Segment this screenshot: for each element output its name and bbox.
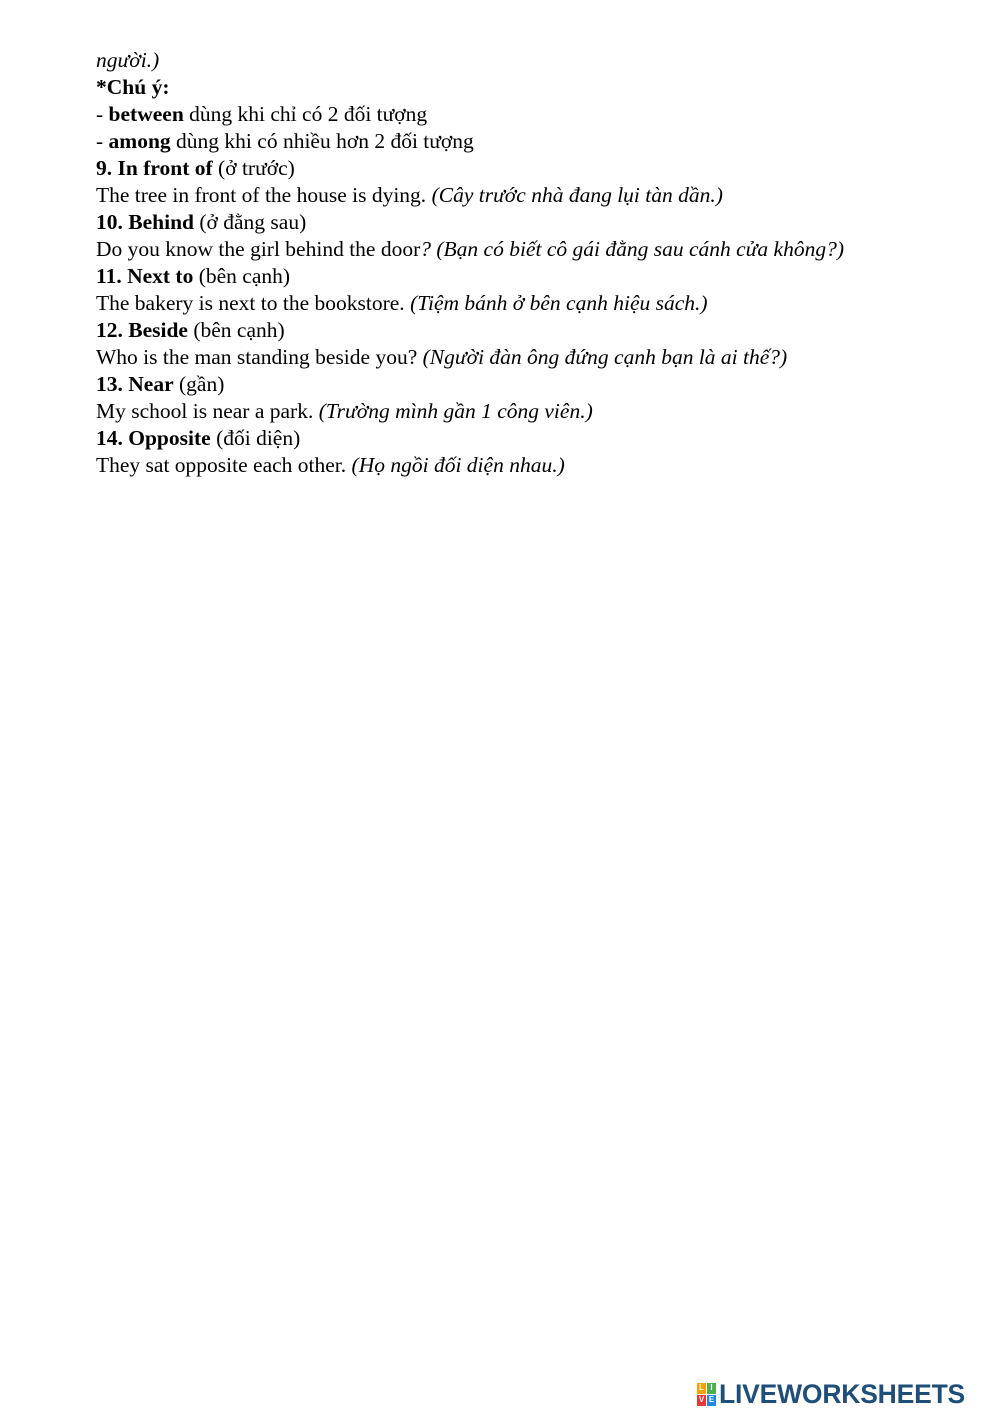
preposition-heading: [96, 155, 976, 182]
note-term: between: [108, 102, 184, 126]
example-translation: (Họ ngồi đối diện nhau.): [351, 453, 565, 477]
preposition-heading: [96, 263, 976, 290]
note-term: among: [108, 129, 171, 153]
logo-mark-cell: L: [697, 1383, 706, 1394]
note-heading: *Chú ý:: [96, 75, 170, 99]
note-dash: -: [96, 129, 109, 153]
logo-text: LIVEWORKSHEETS: [719, 1379, 966, 1409]
preposition-heading: [96, 371, 976, 398]
note-line: [96, 128, 976, 155]
example-sentence: [96, 344, 976, 371]
preposition-term: 9. In front of: [96, 156, 213, 180]
example-translation: ? (Bạn có biết cô gái đằng sau cánh cửa không?): [420, 237, 844, 261]
continued-text: người.): [96, 48, 160, 72]
preposition-term: 10. Behind: [96, 210, 194, 234]
preposition-meaning: (đối diện): [210, 426, 301, 450]
note-text: dùng khi có nhiều hơn 2 đối tượng: [170, 129, 474, 153]
logo-mark-cell: I: [707, 1383, 716, 1394]
example-translation: (Tiệm bánh ở bên cạnh hiệu sách.): [410, 291, 708, 315]
example-english: Who is the man standing beside you?: [96, 345, 423, 369]
note-line: [96, 101, 976, 128]
example-sentence: [96, 452, 976, 479]
preposition-heading: [96, 317, 976, 344]
example-sentence: [96, 290, 976, 317]
preposition-term: 11. Next to: [96, 264, 194, 288]
preposition-heading: [96, 425, 976, 452]
preposition-meaning: (ở đằng sau): [193, 210, 307, 234]
logo-mark-icon: [697, 1383, 716, 1406]
note-text: dùng khi chỉ có 2 đối tượng: [183, 102, 428, 126]
preposition-term: 13. Near: [96, 372, 174, 396]
preposition-term: 12. Beside: [96, 318, 188, 342]
example-english: The tree in front of the house is dying.: [96, 183, 432, 207]
example-sentence: [96, 182, 976, 209]
example-english: The bakery is next to the bookstore.: [96, 291, 411, 315]
preposition-meaning: (bên cạnh): [193, 264, 291, 288]
logo-mark-cell: E: [708, 1395, 715, 1404]
example-sentence: [96, 398, 976, 425]
example-english: Do you know the girl behind the door: [96, 237, 421, 261]
example-english: They sat opposite each other.: [96, 453, 352, 477]
preposition-meaning: (bên cạnh): [187, 318, 285, 342]
preposition-term: 14. Opposite: [96, 426, 211, 450]
example-translation: (Cây trước nhà đang lụi tàn dần.): [431, 183, 723, 207]
liveworksheets-logo[interactable]: [697, 1378, 965, 1410]
note-dash: -: [96, 102, 109, 126]
logo-mark-cell: V: [698, 1395, 705, 1404]
example-translation: (Trường mình gần 1 công viên.): [318, 399, 593, 423]
preposition-meaning: (ở trước): [212, 156, 295, 180]
example-translation: (Người đàn ông đứng cạnh bạn là ai thế?): [422, 345, 788, 369]
preposition-meaning: (gần): [173, 372, 225, 396]
document-body: [96, 47, 976, 479]
example-sentence: [96, 236, 976, 263]
preposition-heading: [96, 209, 976, 236]
example-english: My school is near a park.: [96, 399, 319, 423]
